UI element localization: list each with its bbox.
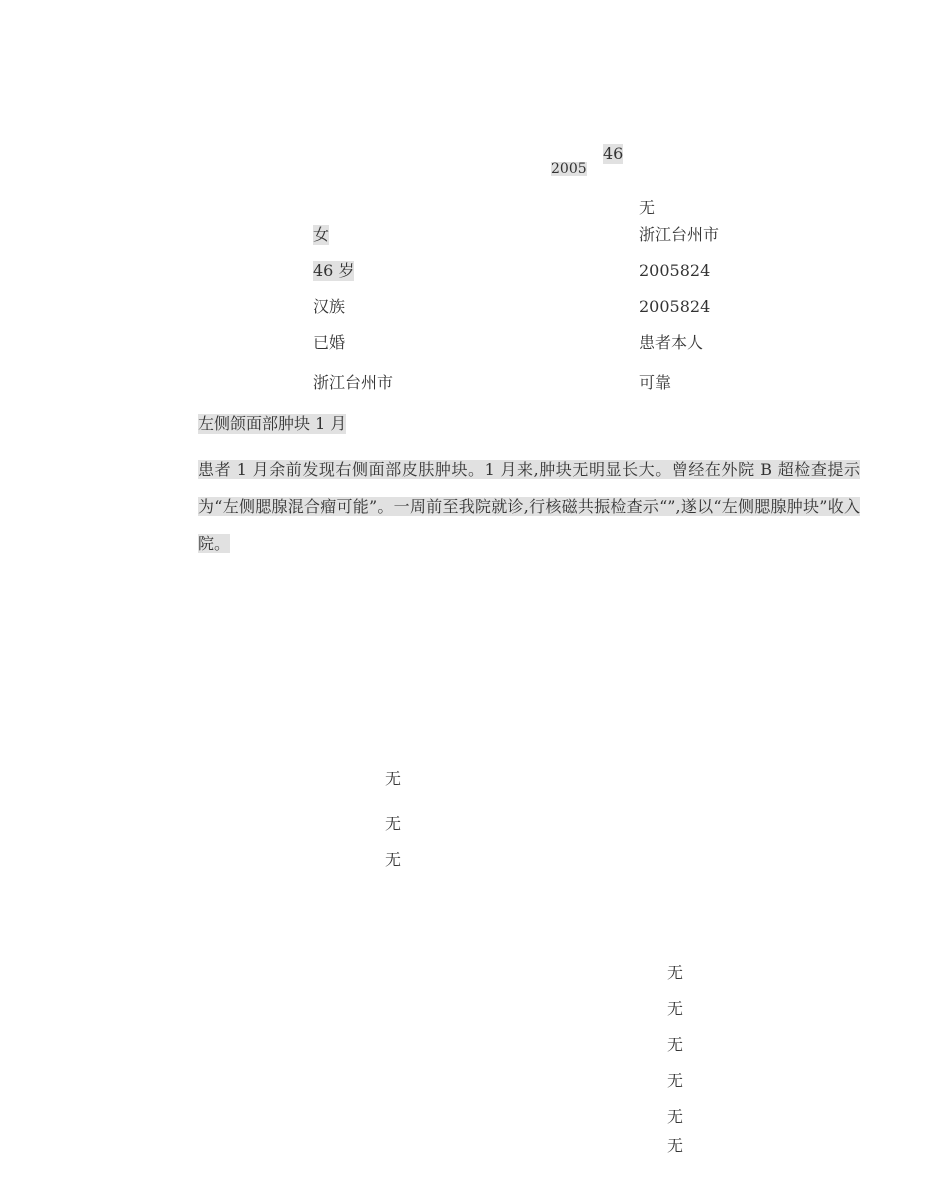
admission-id-value: 2005824 [639, 261, 711, 280]
history-a-item: 无 [385, 769, 402, 788]
gender-value: 女 [313, 225, 330, 244]
reliability-value: 可靠 [639, 373, 672, 392]
ethnicity-value: 汉族 [313, 297, 346, 316]
history-b-item: 无 [667, 1071, 684, 1090]
record-id-value: 2005824 [639, 297, 711, 316]
history-b-item: 无 [667, 999, 684, 1018]
address-value: 浙江台州市 [639, 225, 720, 244]
informant-value: 患者本人 [639, 333, 704, 352]
history-b-item: 无 [667, 1035, 684, 1054]
history-b-item: 无 [667, 963, 684, 982]
age-value: 46 岁 [313, 261, 355, 280]
present-illness-paragraph [198, 451, 860, 562]
history-a-item: 无 [385, 814, 402, 833]
present-illness-text: 患者 1 月余前发现右侧面部皮肤肿块。1 月来,肿块无明显长大。曾经在外院 B 超检查提示为“左侧腮腺混合瘤可能”。一周前至我院就诊,行核磁共振检查示“”,遂以“左侧腮腺肿块”收入院。 [198, 460, 860, 553]
cropped-date-fragment: 2005 [551, 161, 587, 177]
history-b-item: 无 [667, 1107, 684, 1126]
header-age: 46 [603, 144, 624, 163]
birthplace-value: 浙江台州市 [313, 373, 394, 392]
history-b-item: 无 [667, 1136, 684, 1155]
marital-value: 已婚 [313, 333, 346, 352]
history-a-item: 无 [385, 850, 402, 869]
chief-complaint: 左侧颌面部肿块 1 月 [198, 414, 347, 433]
right-none-value: 无 [639, 198, 656, 217]
